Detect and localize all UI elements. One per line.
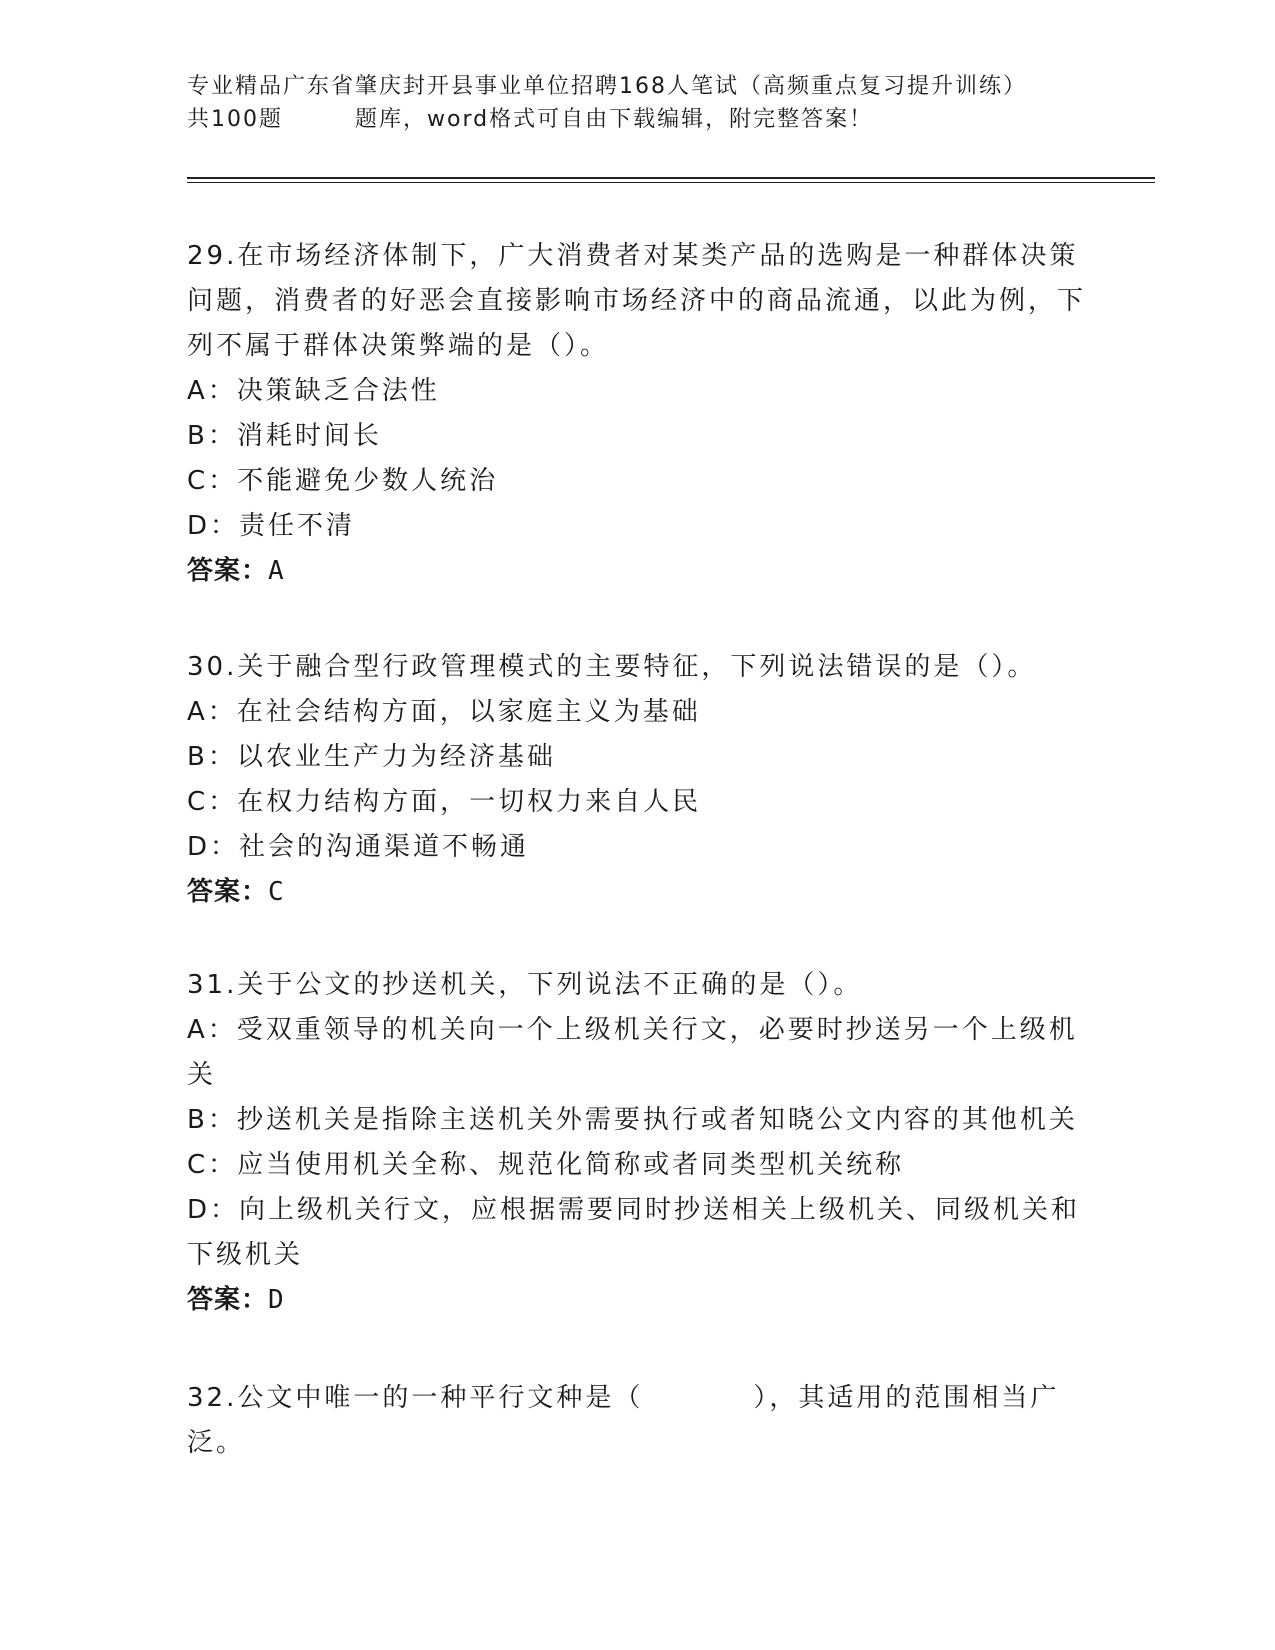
document-header	[187, 70, 1087, 136]
option-c: C：不能避免少数人统治	[187, 466, 499, 496]
option-a: A：在社会结构方面，以家庭主义为基础	[187, 697, 701, 727]
answer	[187, 1278, 1087, 1323]
option-b: B：抄送机关是指除主送机关外需要执行或者知晓公文内容的其他机关	[187, 1105, 1078, 1135]
header-title: 专业精品广东省肇庆封开县事业单位招聘168人笔试（高频重点复习提升训练）	[187, 74, 1027, 99]
answer-label: 答案：	[187, 556, 269, 586]
answer-value: A	[268, 556, 285, 586]
answer	[187, 870, 1087, 915]
question-32	[187, 1376, 1087, 1466]
answer	[187, 549, 1087, 594]
option-a: A：决策缺乏合法性	[187, 376, 440, 406]
option-d: D：社会的沟通渠道不畅通	[187, 832, 530, 862]
header-divider	[187, 177, 1155, 179]
header-divider-thin	[187, 182, 1155, 183]
question-stem-after: ），其适用的范围相当广泛。	[187, 1383, 1060, 1458]
answer-label: 答案：	[187, 877, 269, 907]
option-b: B：消耗时间长	[187, 421, 382, 451]
question-stem: 29.在市场经济体制下，广大消费者对某类产品的选购是一种群体决策问题，消费者的好恶会直接影响市场经济中的商品流通，以此为例，下列不属于群体决策弊端的是（）。	[187, 241, 1087, 361]
option-b: B：以农业生产力为经济基础	[187, 742, 556, 772]
question-stem: 31.关于公文的抄送机关，下列说法不正确的是（）。	[187, 970, 863, 1000]
option-d: D：向上级机关行文，应根据需要同时抄送相关上级机关、同级机关和下级机关	[187, 1195, 1081, 1270]
question-stem	[187, 1376, 1087, 1466]
option-c: C：在权力结构方面，一切权力来自人民	[187, 787, 702, 817]
answer-value: D	[268, 1285, 285, 1315]
question-29	[187, 234, 1087, 594]
header-subtitle: 题库，word格式可自由下载编辑，附完整答案！	[355, 107, 874, 132]
question-stem-before: 32.公文中唯一的一种平行文种是（	[187, 1383, 644, 1413]
option-c: C：应当使用机关全称、规范化简称或者同类型机关统称	[187, 1150, 905, 1180]
answer-value: C	[268, 877, 285, 907]
option-d: D：责任不清	[187, 511, 356, 541]
question-30	[187, 645, 1087, 915]
header-count: 共100题	[187, 107, 283, 132]
answer-label: 答案：	[187, 1285, 269, 1315]
option-a: A：受双重领导的机关向一个上级机关行文，必要时抄送另一个上级机关	[187, 1015, 1078, 1090]
question-stem: 30.关于融合型行政管理模式的主要特征，下列说法错误的是（）。	[187, 652, 1037, 682]
question-31	[187, 963, 1087, 1323]
